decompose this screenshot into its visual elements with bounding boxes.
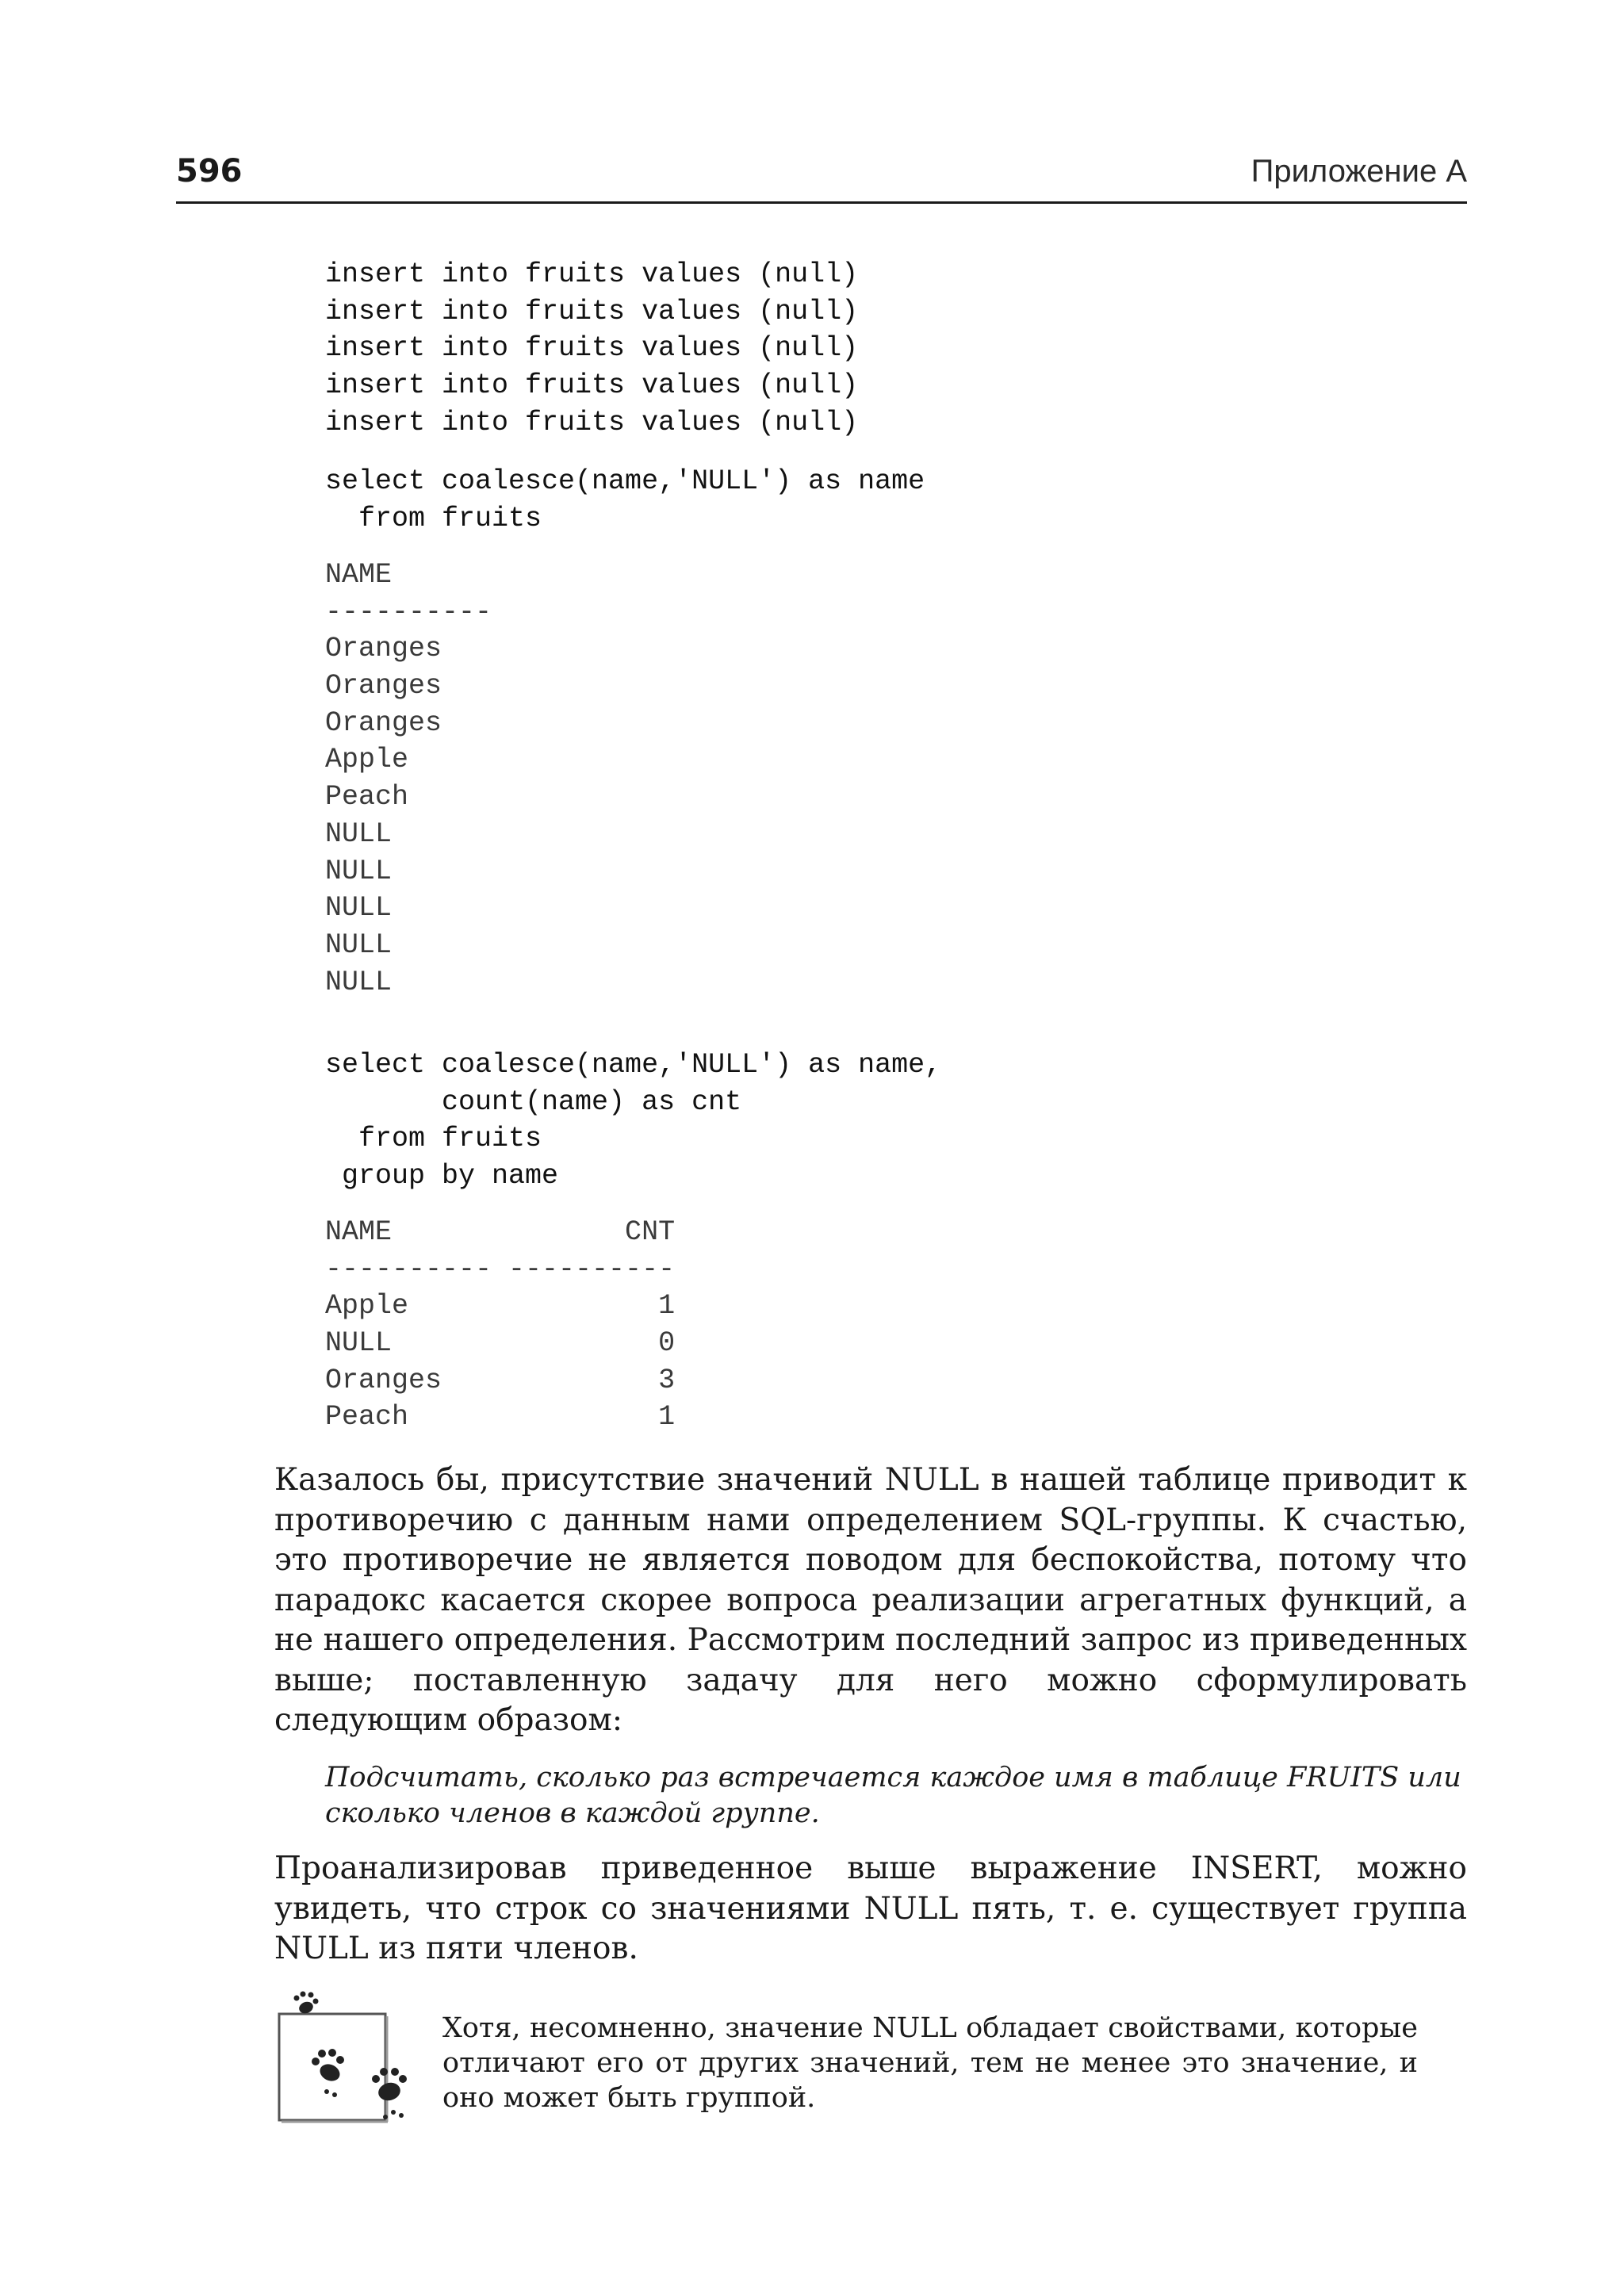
code-line: insert into fruits values (null): [325, 369, 859, 402]
result-line: NULL 0: [325, 1327, 676, 1360]
result-line: NULL: [325, 817, 393, 850]
result-line: Oranges: [325, 633, 442, 665]
page-number: 596: [176, 153, 243, 189]
result-line: NULL: [325, 855, 393, 887]
body-paragraph: Казалось бы, присутствие значений NULL в нашей таблице приводит к противоречию с данным нами определением SQL-группы. К счастью, это противоречие не является поводом для беспокойства, потому что парадокс касается скорее вопроса реализации агрегатных функций, а не нашего определения. Рассмотрим последний запрос из приведенных выше; поставленную задачу для него можно сформулировать следующим образом:: [274, 1462, 1467, 1738]
code-line: insert into fruits values (null): [325, 406, 859, 438]
result-line: NAME CNT: [325, 1216, 676, 1248]
result-line: NULL: [325, 892, 393, 924]
code-line: group by name: [325, 1160, 559, 1192]
code-line: count(name) as cnt: [325, 1085, 742, 1118]
task-statement: Подсчитать, сколько раз встречается каждое имя в таблице FRUITS или сколько членов в каждой группе.: [325, 1762, 1461, 1829]
result-line: NULL: [325, 966, 393, 998]
result-line: Peach: [325, 781, 409, 813]
result-line: Oranges: [325, 706, 442, 739]
result-line: Apple 1: [325, 1290, 676, 1323]
result-line: NULL: [325, 928, 393, 961]
code-block-insert: [325, 256, 858, 441]
result-line: Oranges: [325, 670, 442, 702]
result-line: ----------: [325, 595, 492, 628]
code-block-select-coalesce: [325, 463, 925, 537]
query-result-counts: [325, 1214, 675, 1436]
result-line: Peach 1: [325, 1401, 676, 1434]
result-line: NAME: [325, 559, 393, 591]
code-line: insert into fruits values (null): [325, 258, 859, 290]
body-paragraph: Проанализировав приведенное выше выражение INSERT, можно увидеть, что строк со значениями NULL пять, т. е. существует группа NULL из пяти членов.: [274, 1851, 1467, 1966]
code-line: insert into fruits values (null): [325, 295, 859, 327]
code-block-group-by: [325, 1047, 941, 1195]
code-line: from fruits: [325, 1123, 542, 1155]
result-line: Oranges 3: [325, 1364, 676, 1396]
result-line: Apple: [325, 744, 409, 776]
note-text: Хотя, несомненно, значение NULL обладает свойствами, которые отличают его от других значений, тем не менее это значение, и оно может быть группой.: [442, 2012, 1418, 2114]
code-line: select coalesce(name,'NULL') as name: [325, 465, 925, 497]
code-line: insert into fruits values (null): [325, 332, 859, 365]
code-line: select coalesce(name,'NULL') as name,: [325, 1049, 942, 1081]
result-line: ---------- ----------: [325, 1253, 676, 1285]
running-head: Приложение А: [1251, 154, 1467, 189]
paw-prints-icon: [274, 1990, 422, 2125]
page-header: [176, 147, 1467, 204]
code-line: from fruits: [325, 502, 542, 534]
query-result-names: [325, 557, 492, 1001]
